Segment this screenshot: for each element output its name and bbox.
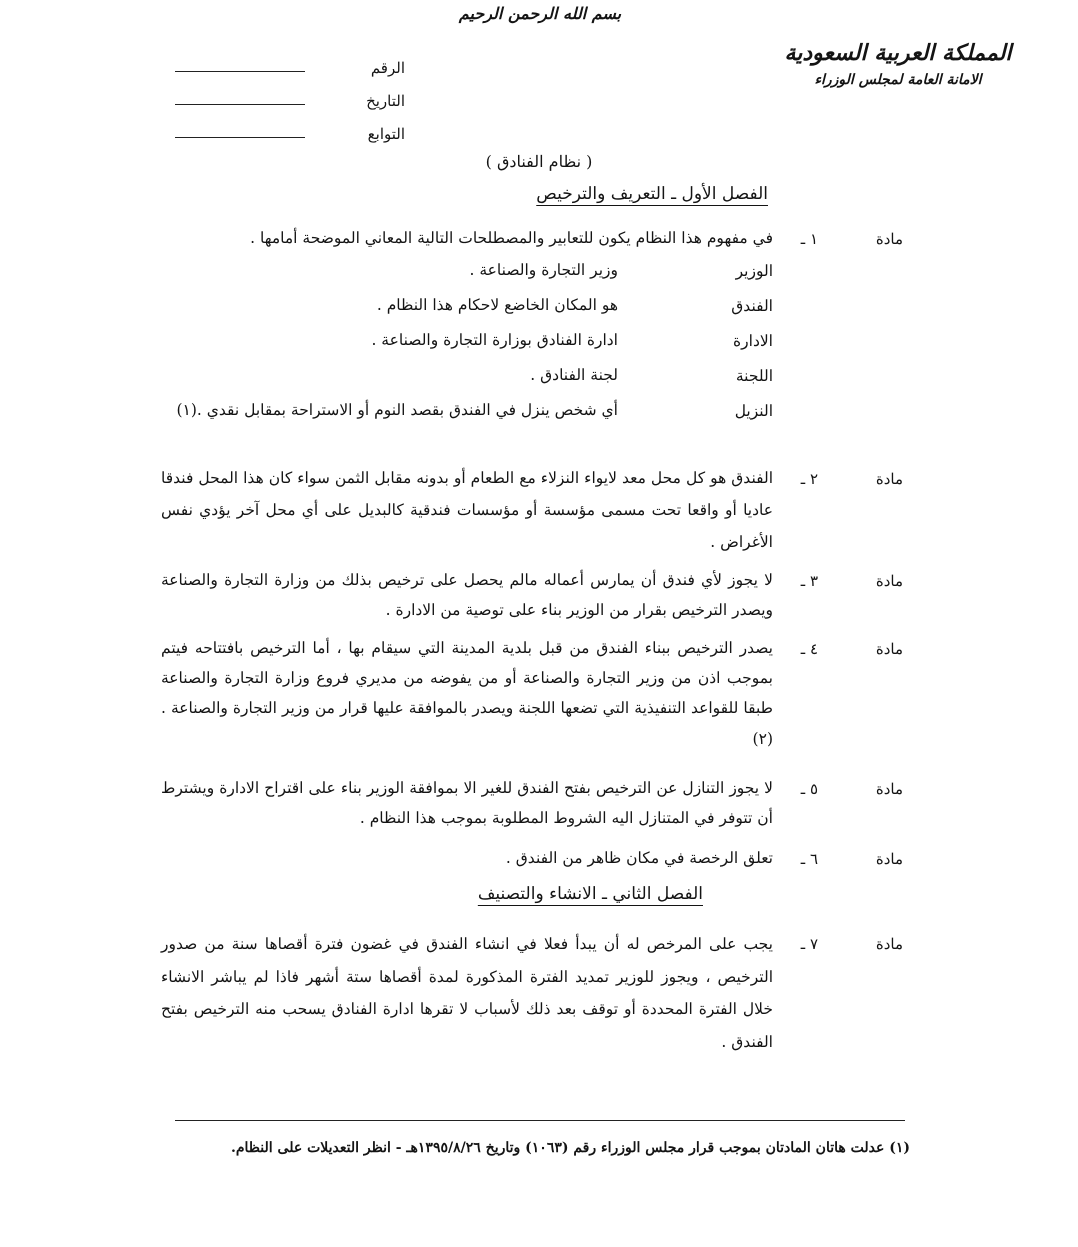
article-number: ٣ ـ <box>800 572 818 590</box>
definition-term: الوزير <box>735 262 773 280</box>
footnote-separator <box>175 1120 905 1121</box>
definition-text: أي شخص ينزل في الفندق بقصد النوم أو الاستراحة بمقابل نقدي .(١) <box>176 401 618 419</box>
attachments-row <box>175 110 405 143</box>
date-line <box>175 104 305 105</box>
article-4-text: يصدر الترخيص ببناء الفندق من قبل بلدية المدينة التي سيقام بها ، أما الترخيص بافتتاحه فيتم بموجب اذن من وزير التجارة والصناعة أو من يفوضه من مديري فروع وزارة التجارة والصناعة طبقا للقواعد التنفيذية التي تضعها اللجنة ويصدر بالموافقة عليها قرار من وزير التجارة والصناعة .(٢) <box>161 639 773 748</box>
definition-term: النزيل <box>734 402 773 420</box>
definition-text: لجنة الفنادق . <box>530 366 618 384</box>
article-label: مادة <box>875 640 903 658</box>
article-7-text: يجب على المرخص له أن يبدأ فعلا في انشاء الفندق في غضون فترة أقصاها سنة من صدور الترخيص ، ويجوز للوزير تمديد الفترة المذكورة لمدة أقصاها ستة أشهر فاذا لم يباشر الانشاء خلال الفترة المحددة أو توقف بعد ذلك لأسباب لا تقرها ادارة الفنادق يسحب منه الترخيص بفتح الفندق . <box>161 935 773 1051</box>
article-number: ٧ ـ <box>800 935 818 953</box>
date-label: التاريخ <box>366 92 405 110</box>
footnote: (١) عدلت هاتان المادتان بموجب قرار مجلس الوزراء رقم (١٠٦٣) وتاريخ ١٣٩٥/٨/٢٦هـ - انظر التعديلات على النظام. <box>231 1140 910 1156</box>
article-label: مادة <box>875 850 903 868</box>
definition-term: الفندق <box>731 297 773 315</box>
article-1-text: في مفهوم هذا النظام يكون للتعابير والمصطلحات التالية المعاني الموضحة أمامها . <box>250 229 773 247</box>
logo-subtitle: الامانة العامة لمجلس الوزراء <box>814 72 982 88</box>
article-number: ١ ـ <box>800 230 818 248</box>
attachments-line <box>175 137 305 138</box>
chapter-1-heading: الفصل الأول ـ التعريف والترخيص <box>536 184 768 204</box>
document-title: ( نظام الفنادق ) <box>485 152 593 171</box>
date-row <box>175 77 405 110</box>
article-label: مادة <box>875 935 903 953</box>
attachments-label: التوابع <box>367 125 405 143</box>
definition-text: وزير التجارة والصناعة . <box>469 261 618 279</box>
article-number: ٢ ـ <box>800 470 818 488</box>
article-6-text: تعلق الرخصة في مكان ظاهر من الفندق . <box>505 849 773 867</box>
definition-text: ادارة الفنادق بوزارة التجارة والصناعة . <box>371 331 618 349</box>
article-3-text: لا يجوز لأي فندق أن يمارس أعماله مالم يحصل على ترخيص بذلك من وزارة التجارة والصناعة ويصدر الترخيص بقرار من الوزير بناء على توصية من الادارة . <box>161 571 773 620</box>
article-number: ٤ ـ <box>800 640 818 658</box>
definition-term: اللجنة <box>735 367 773 385</box>
article-label: مادة <box>875 230 903 248</box>
article-label: مادة <box>875 572 903 590</box>
definition-term: الادارة <box>733 332 773 350</box>
definition-text: هو المكان الخاضع لاحكام هذا النظام . <box>376 296 618 314</box>
reference-number-line <box>175 71 305 72</box>
article-label: مادة <box>875 470 903 488</box>
reference-number-row <box>175 44 405 77</box>
article-number: ٥ ـ <box>800 780 818 798</box>
basmala: بسم الله الرحمن الرحيم <box>458 4 622 23</box>
article-number: ٦ ـ <box>800 850 818 868</box>
chapter-2-heading: الفصل الثاني ـ الانشاء والتصنيف <box>477 884 703 904</box>
logo-title: المملكة العربية السعودية <box>784 40 1012 66</box>
article-2-text: الفندق هو كل محل معد لايواء النزلاء مع الطعام أو بدونه مقابل الثمن سواء كان هذا المحل فندقا عاديا أو واقعا تحت مسمى مؤسسة أو مؤسسات فندقية كالبديل على أي محل آخر يؤدي نفس الأغراض . <box>161 469 773 551</box>
reference-fields <box>175 44 405 143</box>
letterhead-logo <box>778 40 1018 88</box>
article-5-text: لا يجوز التنازل عن الترخيص بفتح الفندق للغير الا بموافقة الوزير بناء على اقتراح الادارة ويشترط أن تتوفر في المتنازل اليه الشروط المطلوبة بموجب هذا النظام . <box>161 779 773 828</box>
reference-number-label: الرقم <box>370 59 405 77</box>
article-label: مادة <box>875 780 903 798</box>
